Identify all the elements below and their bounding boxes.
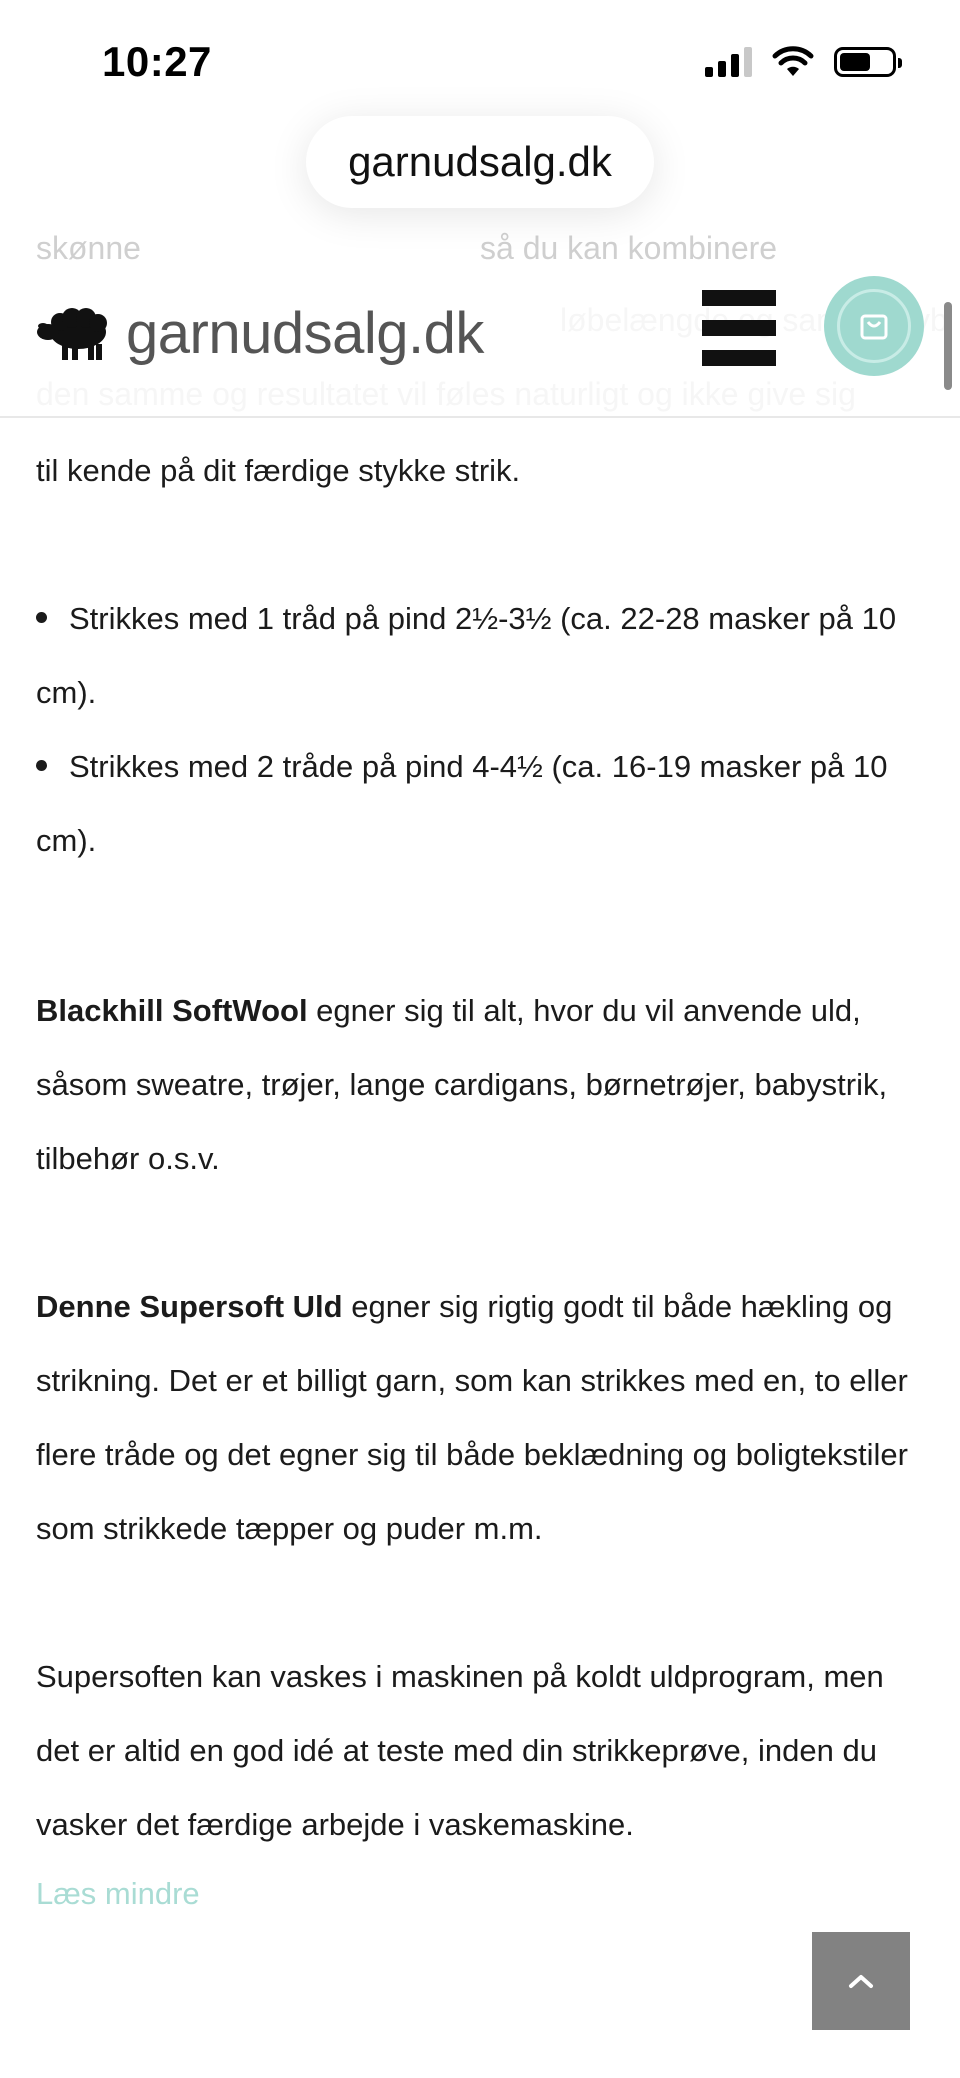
site-logo[interactable] xyxy=(36,300,484,367)
status-time: 10:27 xyxy=(102,38,212,85)
shopping-bag-icon xyxy=(857,309,891,343)
read-less-link[interactable]: Læs mindre xyxy=(36,1876,200,1911)
address-bar[interactable]: garnudsalg.dk xyxy=(306,116,654,208)
bullet-icon xyxy=(36,760,47,771)
status-bar xyxy=(0,0,960,120)
battery-icon xyxy=(834,47,896,77)
status-icons xyxy=(705,46,896,78)
paragraph-blackhill xyxy=(36,974,926,1196)
paragraph-washing: Supersoften kan vaskes i maskinen på koldt uldprogram, men det er altid en god idé at teste med din strikkeprøve, inden du vasker det færdige arbejde i vaskemaskine. xyxy=(36,1659,884,1842)
list-item xyxy=(36,582,926,730)
hamburger-menu-icon[interactable] xyxy=(702,290,776,366)
paragraph-blackhill-bold: Blackhill SoftWool xyxy=(36,993,308,1028)
back-to-top-button[interactable] xyxy=(812,1932,910,2030)
chevron-up-icon xyxy=(846,1971,876,1991)
paragraph-supersoft-bold: Denne Supersoft Uld xyxy=(36,1289,343,1324)
bullet-list xyxy=(36,582,926,878)
bullet-text-2: Strikkes med 2 tråde på pind 4-4½ (ca. 16-19 masker på 10 cm). xyxy=(36,749,888,858)
paragraph-supersoft xyxy=(36,1270,926,1566)
paragraph-supersoft-text: egner sig rigtig godt til både hækling og strikning. Det er et billigt garn, som kan strikkes med en, to eller flere tråde og det egner sig til både beklædning og boligtekstiler som strikkede tæpper og puder m.m. xyxy=(36,1289,908,1546)
cart-button[interactable] xyxy=(824,276,924,376)
bullet-text-1: Strikkes med 1 tråd på pind 2½-3½ (ca. 22-28 masker på 10 cm). xyxy=(36,601,897,710)
paragraph-blackhill-text: egner sig til alt, hvor du vil anvende uld, såsom sweatre, trøjer, lange cardigans, børnetrøjer, babystrik, tilbehør o.s.v. xyxy=(36,993,888,1176)
intro-tail-text: til kende på dit færdige stykke strik. xyxy=(36,453,521,488)
scrollbar[interactable] xyxy=(944,302,952,390)
cellular-signal-icon xyxy=(705,47,752,77)
site-header xyxy=(0,268,960,418)
bullet-icon xyxy=(36,612,47,623)
wifi-icon xyxy=(772,46,814,78)
sheep-icon xyxy=(36,306,116,362)
logo-text: garnudsalg.dk xyxy=(126,301,484,366)
faded-text-line-1b: så du kan kombinere xyxy=(480,230,778,266)
list-item xyxy=(36,730,926,878)
faded-text-line-1a: skønne xyxy=(36,230,141,266)
